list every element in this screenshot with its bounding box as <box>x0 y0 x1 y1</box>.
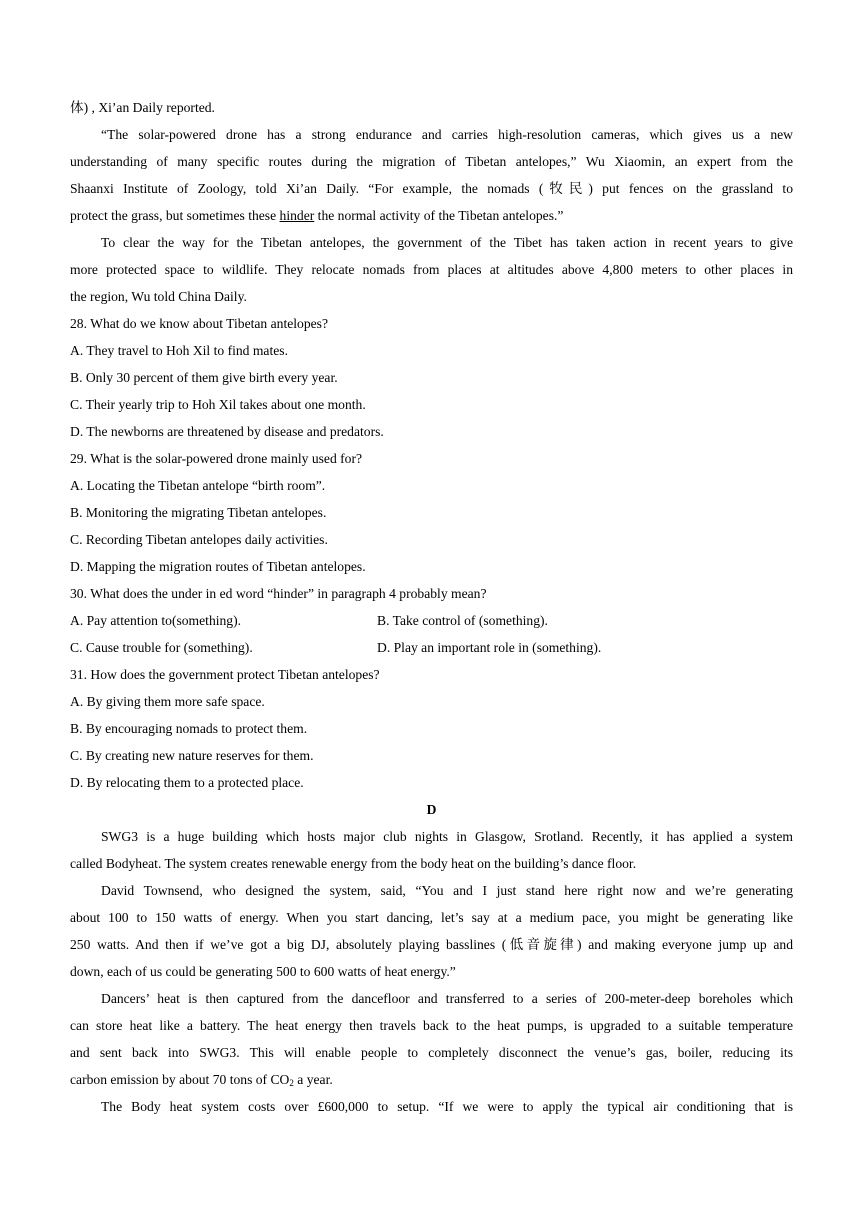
paragraph-line: more protected space to wildlife. They relocate nomads from places at altitudes above 4,800 meters to other places in <box>70 262 793 277</box>
paragraph-line: Dancers’ heat is then captured from the dancefloor and transferred to a series of 200-meter-deep boreholes which <box>101 991 793 1006</box>
paragraph-line: and sent back into SWG3. This will enable people to completely disconnect the venue’s gas, boiler, reducing its <box>70 1045 793 1060</box>
option-28d: D. The newborns are threatened by disease and predators. <box>70 424 384 439</box>
question-29: 29. What is the solar-powered drone mainly used for? <box>70 451 363 466</box>
text-run: the normal activity of the Tibetan antelopes.” <box>314 208 564 223</box>
text-run: protect the grass, but sometimes these <box>70 208 280 223</box>
option-29a: A. Locating the Tibetan antelope “birth room”. <box>70 478 326 493</box>
option-28c: C. Their yearly trip to Hoh Xil takes about one month. <box>70 397 366 412</box>
option-29c: C. Recording Tibetan antelopes daily activities. <box>70 532 328 547</box>
option-29d: D. Mapping the migration routes of Tibetan antelopes. <box>70 559 366 574</box>
paragraph-line: The Body heat system costs over £600,000 to setup. “If we were to apply the typical air conditioning that is <box>101 1099 793 1114</box>
option-30b: B. Take control of (something). <box>377 613 548 628</box>
paragraph-line: To clear the way for the Tibetan antelopes, the government of the Tibet has taken action in recent years to give <box>101 235 793 250</box>
underlined-word: hinder <box>279 208 315 223</box>
options-row <box>70 634 793 661</box>
option-31d: D. By relocating them to a protected place. <box>70 775 304 790</box>
paragraph-line <box>70 1066 793 1093</box>
option-29b: B. Monitoring the migrating Tibetan antelopes. <box>70 505 327 520</box>
paragraph-line: about 100 to 150 watts of energy. When you start dancing, let’s say at a medium pace, you might be generating like <box>70 910 793 925</box>
option-31b: B. By encouraging nomads to protect them. <box>70 721 308 736</box>
option-31a: A. By giving them more safe space. <box>70 694 265 709</box>
section-heading: D <box>426 802 437 817</box>
paragraph-line: “The solar-powered drone has a strong endurance and carries high-resolution cameras, which gives us a new <box>101 127 793 142</box>
document-page <box>70 94 793 1120</box>
paragraph-line: can store heat like a battery. The heat energy then travels back to the heat pumps, is upgraded to a suitable temperature <box>70 1018 793 1033</box>
text-line: 体) , Xi’an Daily reported. <box>70 100 215 115</box>
paragraph-line: 250 watts. And then if we’ve got a big DJ, absolutely playing basslines (低音旋律) and making everyone jump up and <box>70 937 793 952</box>
option-30c: C. Cause trouble for (something). <box>70 640 253 655</box>
option-28a: A. They travel to Hoh Xil to find mates. <box>70 343 288 358</box>
option-30a: A. Pay attention to(something). <box>70 613 242 628</box>
option-28b: B. Only 30 percent of them give birth every year. <box>70 370 338 385</box>
paragraph-line: down, each of us could be generating 500 to 600 watts of heat energy.” <box>70 964 456 979</box>
paragraph-line: the region, Wu told China Daily. <box>70 289 247 304</box>
option-31c: C. By creating new nature reserves for them. <box>70 748 314 763</box>
question-31: 31. How does the government protect Tibetan antelopes? <box>70 667 380 682</box>
paragraph-line: David Townsend, who designed the system, said, “You and I just stand here right now and we’re generating <box>101 883 793 898</box>
paragraph-line: Shaanxi Institute of Zoology, told Xi’an Daily. “For example, the nomads (牧民) put fences on the grassland to <box>70 181 793 196</box>
text-run: a year. <box>293 1072 333 1087</box>
question-28: 28. What do we know about Tibetan antelopes? <box>70 316 328 331</box>
options-row <box>70 607 793 634</box>
paragraph-line <box>70 202 793 229</box>
subscript: 2 <box>289 1078 294 1088</box>
question-30: 30. What does the under in ed word “hinder” in paragraph 4 probably mean? <box>70 586 487 601</box>
paragraph-line: SWG3 is a huge building which hosts major club nights in Glasgow, Srotland. Recently, it has applied a system <box>101 829 793 844</box>
option-30d: D. Play an important role in (something). <box>377 640 602 655</box>
text-run: carbon emission by about 70 tons of CO <box>70 1072 290 1087</box>
paragraph-line: called Bodyheat. The system creates renewable energy from the body heat on the building’s dance floor. <box>70 856 637 871</box>
paragraph-line: understanding of many specific routes during the migration of Tibetan antelopes,” Wu Xiaomin, an expert from the <box>70 154 793 169</box>
